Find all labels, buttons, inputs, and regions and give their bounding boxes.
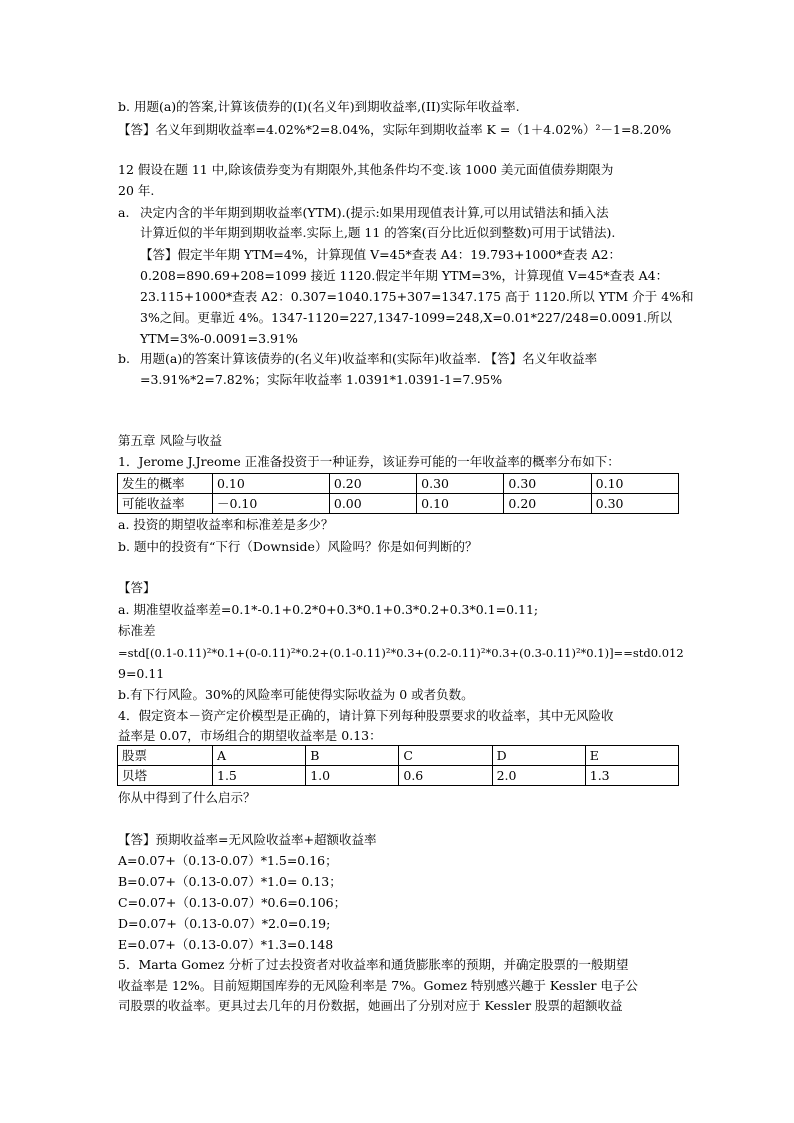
list-marker-a: a. [118, 205, 130, 220]
answer-12b-text: =3.91%*2=7.82%；实际年收益率 1.0391*1.0391-1=7.95% [140, 372, 503, 387]
table-cell: 可能收益率 [118, 494, 213, 514]
answer-1b-text: b.有下行风险。30%的风险率可能使得实际收益为 0 或者负数。 [118, 687, 474, 702]
answer-1a-line3: =std[(0.1-0.11)²*0.1+(0-0.11)²*0.2+(0.1-0.11)²*0.3+(0.2-0.11)²*0.3+(0.3-0.11)²*0.1)]==std0.012 [118, 646, 684, 660]
answer-4-line-c: C=0.07+（0.13-0.07）*0.6=0.106； [118, 895, 347, 910]
table-row [118, 746, 679, 766]
question-4-text: 4．假定资本－资产定价模型是正确的，请计算下列每种股票要求的收益率，其中无风险收 [118, 708, 614, 723]
table-cell: 0.10 [591, 474, 678, 494]
answer-12a-line1: 【答】假定半年期 YTM=4%，计算现值 V=45*查表 A4：19.793+1000*查表 A2： [140, 247, 621, 262]
question-b-text: b. 用题(a)的答案,计算该债券的(I)(名义年)到期收益率,(II)实际年收益率. [118, 99, 520, 114]
question-12-text: 12 假设在题 11 中,除该债券变为有期限外,其他条件均不变.该 1000 美元面值债券期限为 [118, 162, 614, 177]
table-cell: E [585, 746, 678, 766]
table-cell: 0.30 [504, 474, 591, 494]
table-cell: 2.0 [492, 766, 585, 786]
answer-1a-line1: a. 期准望收益率差=0.1*-0.1+0.2*0+0.3*0.1+0.3*0.2+0.3*0.1=0.11; [118, 602, 539, 617]
table-cell: 0.30 [591, 494, 678, 514]
answer-heading: 【答】 [118, 580, 156, 595]
beta-table [117, 745, 679, 786]
question-12a-text: 决定内含的半年期到期收益率(YTM).(提示:如果用现值表计算,可以用试错法和插入法 [140, 205, 609, 220]
table-cell: 1.3 [585, 766, 678, 786]
table-cell: 0.30 [417, 474, 504, 494]
table-cell: 0.6 [399, 766, 492, 786]
list-marker-b: b. [118, 351, 130, 366]
table-cell: 0.10 [213, 474, 330, 494]
answer-4-line-e: E=0.07+（0.13-0.07）*1.3=0.148 [118, 937, 334, 952]
answer-12a-line4: 3%之间。更靠近 4%。1347-1120=227,1347-1099=248,X=0.01*227/248=0.0091.所以 [140, 310, 673, 325]
table-cell: 1.0 [306, 766, 399, 786]
table-cell: 0.00 [329, 494, 416, 514]
probability-table [117, 473, 679, 514]
answer-12a-line3: 23.115+1000*查表 A2：0.307=1040.175+307=1347.175 高于 1120.所以 YTM 介于 4%和 [140, 289, 694, 304]
question-12a-text-cont: 计算近似的半年期到期收益率.实际上,题 11 的答案(百分比近似到整数)可用于试错法). [140, 225, 616, 240]
table-cell: 0.10 [417, 494, 504, 514]
table-cell: 发生的概率 [118, 474, 213, 494]
chapter-heading: 第五章 风险与收益 [118, 433, 222, 448]
answer-12a-line5: YTM=3%-0.0091=3.91% [140, 331, 298, 346]
table-cell: 贝塔 [118, 766, 213, 786]
question-12b-text: 用题(a)的答案计算该债券的(名义年)收益率和(实际年)收益率. 【答】名义年收益率 [140, 351, 598, 366]
table-row [118, 474, 679, 494]
question-1a-text: a. 投资的期望收益率和标准差是多少？ [118, 517, 334, 532]
answer-1a-line4: 9=0.11 [118, 666, 165, 681]
table-cell: －0.10 [213, 494, 330, 514]
question-5-line3: 司股票的收益率。更具过去几年的月份数据，她画出了分别对应于 Kessler 股票的超额收益 [118, 998, 623, 1013]
table-cell: 1.5 [213, 766, 306, 786]
table-cell: 0.20 [329, 474, 416, 494]
question-5-line2: 收益率是 12%。目前短期国库券的无风险利率是 7%。Gomez 特别感兴趣于 Kessler 电子公 [118, 978, 638, 993]
question-12-text-cont: 20 年. [118, 183, 155, 198]
answer-4-line-b: B=0.07+（0.13-0.07）*1.0= 0.13； [118, 874, 342, 889]
answer-12a-line2: 0.208=890.69+208=1099 接近 1120.假定半年期 YTM=3%，计算现值 V=45*查表 A4： [140, 268, 669, 283]
answer-4-heading: 【答】预期收益率=无风险收益率+超额收益率 [118, 832, 377, 847]
question-4-followup: 你从中得到了什么启示？ [118, 790, 256, 805]
question-4-text-cont: 益率是 0.07，市场组合的期望收益率是 0.13： [118, 728, 382, 743]
answer-1a-line2: 标准差 [118, 623, 156, 638]
table-cell: 股票 [118, 746, 213, 766]
table-row [118, 494, 679, 514]
table-cell: D [492, 746, 585, 766]
question-1-text: 1．Jerome J.Jreome 正准备投资于一种证券，该证券可能的一年收益率的概率分布如下： [118, 454, 620, 469]
table-cell: B [306, 746, 399, 766]
table-cell: 0.20 [504, 494, 591, 514]
table-cell: C [399, 746, 492, 766]
table-cell: A [213, 746, 306, 766]
question-5-line1: 5．Marta Gomez 分析了过去投资者对收益率和通货膨胀率的预期，并确定股票的一般期望 [118, 957, 629, 972]
answer-text: 【答】名义年到期收益率=4.02%*2=8.04%，实际年到期收益率 K =（1＋4.02%）²－1=8.20% [118, 122, 672, 137]
answer-4-line-d: D=0.07+（0.13-0.07）*2.0=0.19; [118, 916, 331, 931]
table-row [118, 766, 679, 786]
question-1b-text: b. 题中的投资有“下行（Downside）风险吗？你是如何判断的？ [118, 539, 478, 554]
answer-4-line-a: A=0.07+（0.13-0.07）*1.5=0.16； [118, 853, 338, 868]
